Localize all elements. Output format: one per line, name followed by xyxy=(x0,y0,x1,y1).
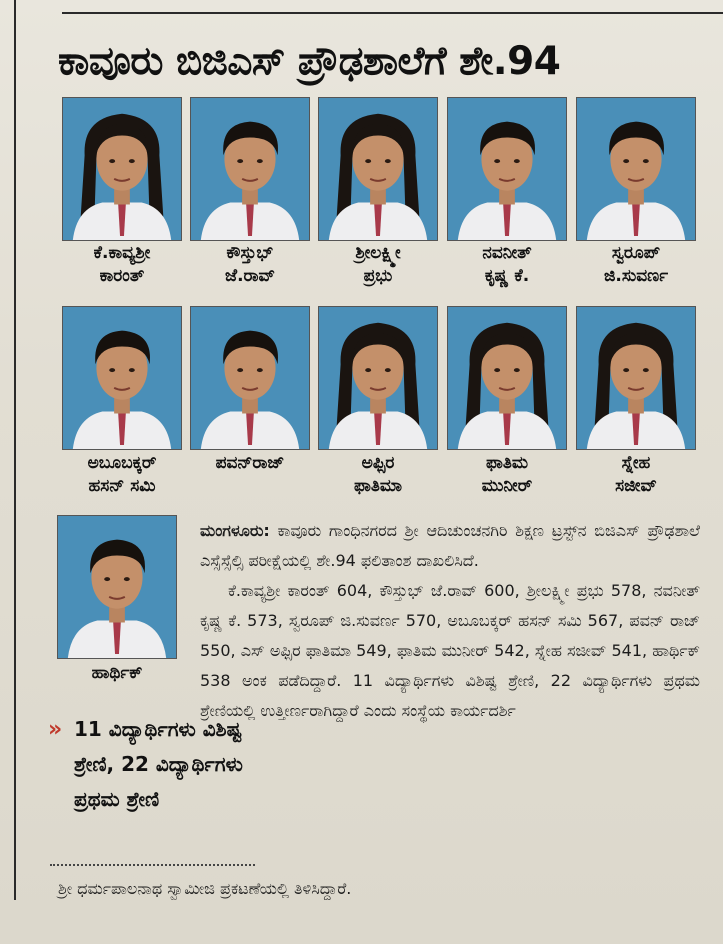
article-tail: ಶ್ರೀ ಧರ್ಮಪಾಲನಾಥ ಸ್ವಾಮೀಜಿ ಪ್ರಕಟಣೆಯಲ್ಲಿ ತಿಳಿಸಿದ್ದಾರೆ. xyxy=(58,879,352,898)
student-caption xyxy=(566,242,706,288)
student-name-line1: ಅಬೂಬಕ್ಕರ್ xyxy=(87,453,157,473)
student-name-line1: ನವನೀತ್ xyxy=(482,243,532,263)
student-caption xyxy=(180,452,320,475)
top-rule xyxy=(62,12,723,14)
student-name-line2: ಕೃಷ್ಣ ಕೆ. xyxy=(484,266,530,286)
student-caption xyxy=(52,452,192,498)
student-name-line1: ಅಫ್ಸಿರ xyxy=(361,453,395,473)
student-name-line1: ಸ್ವರೂಪ್ xyxy=(611,243,661,263)
student-photo xyxy=(190,97,310,241)
student-caption xyxy=(308,452,448,498)
student-name-line2: ಮುನೀರ್ xyxy=(481,476,533,496)
student-photo xyxy=(447,306,567,450)
pull-quote-divider xyxy=(50,864,255,866)
student-name-line2: ಪ್ರಭು xyxy=(363,266,393,286)
student-photo xyxy=(190,306,310,450)
student-name-line2: ಸಜೀವ್ xyxy=(615,476,657,496)
student-photo xyxy=(318,306,438,450)
student-caption xyxy=(437,242,577,288)
student-caption xyxy=(566,452,706,498)
student-name-line2: ಜಿ.ಸುವರ್ಣ xyxy=(603,266,669,286)
student-photo xyxy=(318,97,438,241)
student-photo xyxy=(62,306,182,450)
student-name-line2: ಫಾತಿಮಾ xyxy=(353,476,403,496)
student-caption xyxy=(437,452,577,498)
article-paragraph: ಕೆ.ಕಾವ್ಯಶ್ರೀ ಕಾರಂತ್ 604, ಕೌಸ್ತುಭ್ ಜೆ.ರಾವ್ 600, ಶ್ರೀಲಕ್ಷ್ಮೀ ಪ್ರಭು 578, ನವನೀತ್ ಕೃಷ್ಣ ಕೆ. 573, ಸ್ವರೂಪ್ ಜಿ.ಸುವರ್ಣ 570, ಅಬೂಬಕ್ಕರ್ ಹಸನ್ ಸಮಿ 567, ಪವನ್ ರಾಜ್ 550, ಎಸ್ ಅಫ್ಸಿರ ಫಾತಿಮಾ 549, ಫಾತಿಮ ಮುನೀರ್ 542, ಸ್ನೇಹ ಸಜೀವ್ 541, ಹಾರ್ಥಿಕ್ 538 ಅಂಕ ಪಡೆದಿದ್ದಾರೆ. 11 ವಿದ್ಯಾರ್ಥಿಗಳು ವಿಶಿಷ್ಟ ಶ್ರೇಣಿ, 22 ವಿದ್ಯಾರ್ಥಿಗಳು ಪ್ರಥಮ ಶ್ರೇಣಿಯಲ್ಲಿ ಉತ್ತೀರ್ಣರಾಗಿದ್ದಾರೆ ಎಂದು ಸಂಸ್ಥೆಯ ಕಾರ್ಯದರ್ಶಿ xyxy=(200,581,700,720)
student-caption xyxy=(47,662,187,685)
pull-quote xyxy=(48,712,263,817)
student-caption xyxy=(308,242,448,288)
student-name-line2: ಕಾರಂತ್ xyxy=(99,266,145,286)
student-photo xyxy=(447,97,567,241)
pull-quote-text: 11 ವಿದ್ಯಾರ್ಥಿಗಳು ವಿಶಿಷ್ಟ ಶ್ರೇಣಿ, 22 ವಿದ್ಯಾರ್ಥಿಗಳು ಪ್ರಥಮ ಶ್ರೇಣಿ xyxy=(74,717,243,811)
chevron-icon: » xyxy=(48,717,63,742)
student-name-line1: ಶ್ರೀಲಕ್ಷ್ಮೀ xyxy=(355,243,401,263)
student-name-line1: ಹಾರ್ಥಿಕ್ xyxy=(91,663,143,683)
article-body xyxy=(200,516,700,726)
student-photo xyxy=(62,97,182,241)
headline: ಕಾವೂರು ಬಿಜಿಎಸ್ ಪ್ರೌಢಶಾಲೆಗೆ ಶೇ.94 xyxy=(58,39,561,84)
student-photo xyxy=(57,515,177,659)
student-caption xyxy=(52,242,192,288)
student-name-line1: ಫಾತಿಮ xyxy=(485,453,529,473)
student-name-line1: ಕೌಸ್ತುಭ್ xyxy=(226,243,274,263)
student-caption xyxy=(180,242,320,288)
article-lead: ಕಾವೂರು ಗಾಂಧಿನಗರದ ಶ್ರೀ ಆದಿಚುಂಚನಗಿರಿ ಶಿಕ್ಷಣ ಟ್ರಸ್ಟ್‌ನ ಬಿಜಿಎಸ್ ಪ್ರೌಢಶಾಲೆ ಎಸ್ಸೆಸ್ಸೆಲ್ಸಿ ಪರೀಕ್ಷೆಯಲ್ಲಿ ಶೇ.94 ಫಲಿತಾಂಶ ದಾಖಲಿಸಿದೆ. xyxy=(200,521,700,570)
student-photo xyxy=(576,97,696,241)
student-name-line2: ಜೆ.ರಾವ್ xyxy=(225,266,275,286)
dateline: ಮಂಗಳೂರು: xyxy=(200,521,270,540)
left-rule xyxy=(14,0,16,900)
student-name-line2: ಹಸನ್ ಸಮಿ xyxy=(88,476,156,496)
student-name-line1: ಸ್ನೇಹ xyxy=(621,453,651,473)
student-name-line1: ಪವನ್‌ರಾಜ್ xyxy=(215,453,285,473)
student-name-line1: ಕೆ.ಕಾವ್ಯಶ್ರೀ xyxy=(93,243,151,263)
student-photo xyxy=(576,306,696,450)
